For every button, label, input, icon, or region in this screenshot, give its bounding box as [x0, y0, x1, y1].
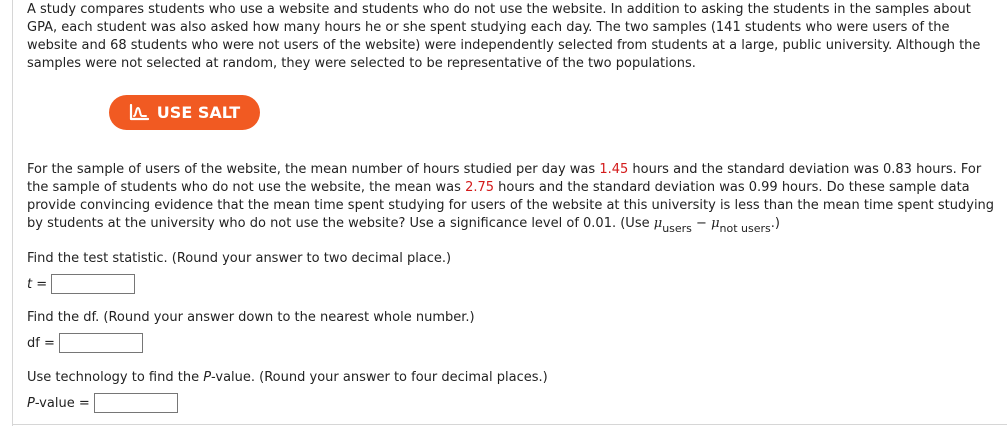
minus-sign: − [691, 216, 712, 231]
question-text: -value. (Round your answer to four decimal places.) [211, 370, 548, 385]
salt-chart-icon [129, 104, 149, 121]
problem-text: by students at the university who do not use the website? Use a significance level of 0.01. (Use [27, 216, 654, 231]
p-symbol: P [27, 395, 35, 411]
intro-line: website and 68 students who were not users of the website) were independently selected from students at a large, public university. Although the [27, 38, 981, 53]
question-p-value [27, 369, 548, 387]
left-border [12, 0, 13, 426]
use-salt-button[interactable] [109, 95, 260, 130]
problem-line [27, 161, 1002, 179]
equals-sign: = [39, 335, 55, 351]
subscript-not-users: not users [719, 222, 771, 235]
problem-line: provide convincing evidence that the mean time spent studying for users of the website at this university is less than the mean time spent studying [27, 198, 995, 213]
intro-line: samples were not selected at random, they were selected to be representative of the two populations. [27, 56, 696, 71]
p-value-text: -value [34, 395, 75, 411]
bottom-border [12, 424, 1007, 425]
question-df: Find the df. (Round your answer down to the nearest whole number.) [27, 310, 475, 325]
answer-label [27, 336, 55, 351]
mean-not-users-value: 2.75 [465, 180, 495, 195]
problem-line [27, 215, 1002, 233]
answer-label [27, 396, 90, 411]
equals-sign: = [32, 276, 48, 292]
answer-row-p-value [27, 393, 178, 413]
equals-sign: = [74, 395, 90, 411]
answer-row-df [27, 333, 143, 353]
df-input[interactable] [59, 333, 143, 353]
t-symbol: t [27, 276, 33, 292]
problem-text: hours and the standard deviation was 0.99 hours. Do these sample data [494, 180, 970, 195]
mu-symbol: μ [711, 216, 720, 231]
question-text: Use technology to find the [27, 370, 204, 385]
question-text-italic: P [203, 370, 212, 385]
intro-line: GPA, each student was also asked how many hours he or she spent studying each day. The two samples (141 students who were users of the [27, 20, 950, 35]
problem-paragraph [27, 161, 1002, 233]
mu-symbol: μ [653, 216, 663, 231]
mean-users-value: 1.45 [599, 162, 629, 177]
subscript-users: users [662, 222, 692, 235]
question-test-statistic: Find the test statistic. (Round your answer to two decimal place.) [27, 251, 452, 266]
intro-paragraph [27, 1, 1002, 73]
problem-text: For the sample of users of the website, the mean number of hours studied per day was [27, 162, 600, 177]
problem-text: the sample of students who do not use the website, the mean was [27, 180, 466, 195]
salt-button-label: USE SALT [156, 103, 241, 122]
problem-text: .) [770, 216, 781, 231]
df-symbol: df [27, 335, 40, 351]
t-statistic-input[interactable] [51, 274, 135, 294]
intro-line: A study compares students who use a website and students who do not use the website. In addition to asking the students in the samples about [27, 2, 971, 17]
answer-label [27, 277, 47, 292]
problem-line [27, 179, 1002, 197]
p-value-input[interactable] [94, 393, 178, 413]
problem-text: hours and the standard deviation was 0.83 hours. For [628, 162, 982, 177]
answer-row-t [27, 274, 135, 294]
